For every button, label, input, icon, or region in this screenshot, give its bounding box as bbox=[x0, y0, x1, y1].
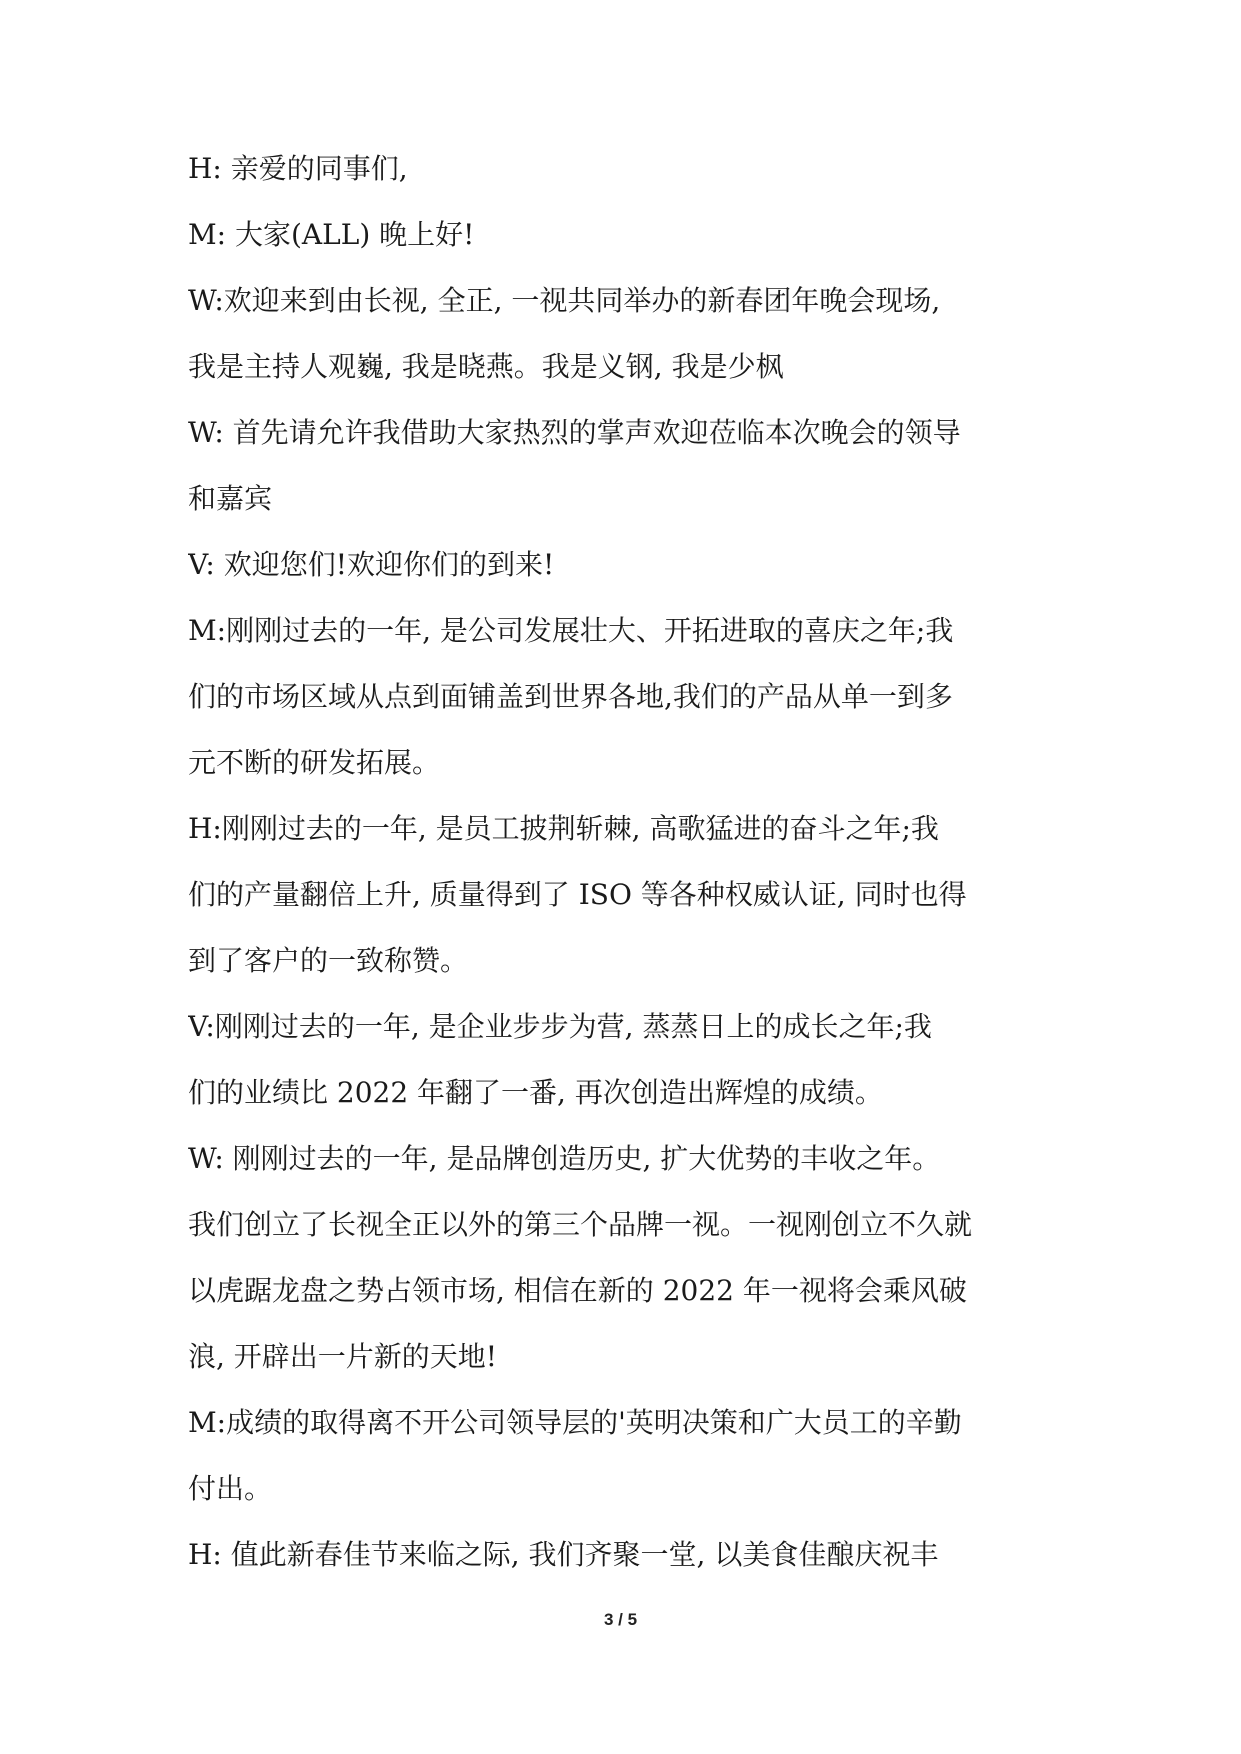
text-line: W:欢迎来到由长视, 全正, 一视共同举办的新春团年晚会现场, bbox=[188, 284, 941, 317]
page-number: 3 / 5 bbox=[603, 1610, 638, 1629]
text-line: 以虎踞龙盘之势占领市场, 相信在新的 2022 年一视将会乘风破 bbox=[188, 1274, 967, 1307]
text-line: H: 亲爱的同事们, bbox=[188, 152, 408, 185]
text-line: 们的市场区域从点到面铺盖到世界各地,我们的产品从单一到多 bbox=[188, 680, 953, 713]
text-line: M:成绩的取得离不开公司领导层的'英明决策和广大员工的辛勤 bbox=[188, 1406, 962, 1439]
text-line: 们的业绩比 2022 年翻了一番, 再次创造出辉煌的成绩。 bbox=[188, 1076, 883, 1109]
text-line: 浪, 开辟出一片新的天地! bbox=[188, 1340, 498, 1373]
text-line: H: 值此新春佳节来临之际, 我们齐聚一堂, 以美食佳酿庆祝丰 bbox=[188, 1538, 939, 1571]
text-line: 们的产量翻倍上升, 质量得到了 ISO 等各种权威认证, 同时也得 bbox=[188, 878, 967, 911]
text-line: M:刚刚过去的一年, 是公司发展壮大、开拓进取的喜庆之年;我 bbox=[188, 614, 954, 647]
text-line: 付出。 bbox=[188, 1472, 273, 1505]
text-line: 我们创立了长视全正以外的第三个品牌一视。一视刚创立不久就 bbox=[188, 1208, 973, 1241]
text-line: W: 刚刚过去的一年, 是品牌创造历史, 扩大优势的丰收之年。 bbox=[188, 1142, 941, 1175]
text-line: 我是主持人观巍, 我是晓燕。我是义钢, 我是少枫 bbox=[188, 350, 784, 383]
text-line: W: 首先请允许我借助大家热烈的掌声欢迎莅临本次晚会的领导 bbox=[188, 416, 961, 449]
text-line: H:刚刚过去的一年, 是员工披荆斩棘, 高歌猛进的奋斗之年;我 bbox=[188, 812, 939, 845]
text-line: M: 大家(ALL) 晚上好! bbox=[188, 218, 475, 251]
text-line: 和嘉宾 bbox=[188, 482, 273, 515]
text-line: 元不断的研发拓展。 bbox=[188, 746, 441, 779]
text-line: 到了客户的一致称赞。 bbox=[188, 944, 469, 977]
text-line: V: 欢迎您们!欢迎你们的到来! bbox=[188, 548, 555, 581]
text-line: V:刚刚过去的一年, 是企业步步为营, 蒸蒸日上的成长之年;我 bbox=[188, 1010, 932, 1043]
